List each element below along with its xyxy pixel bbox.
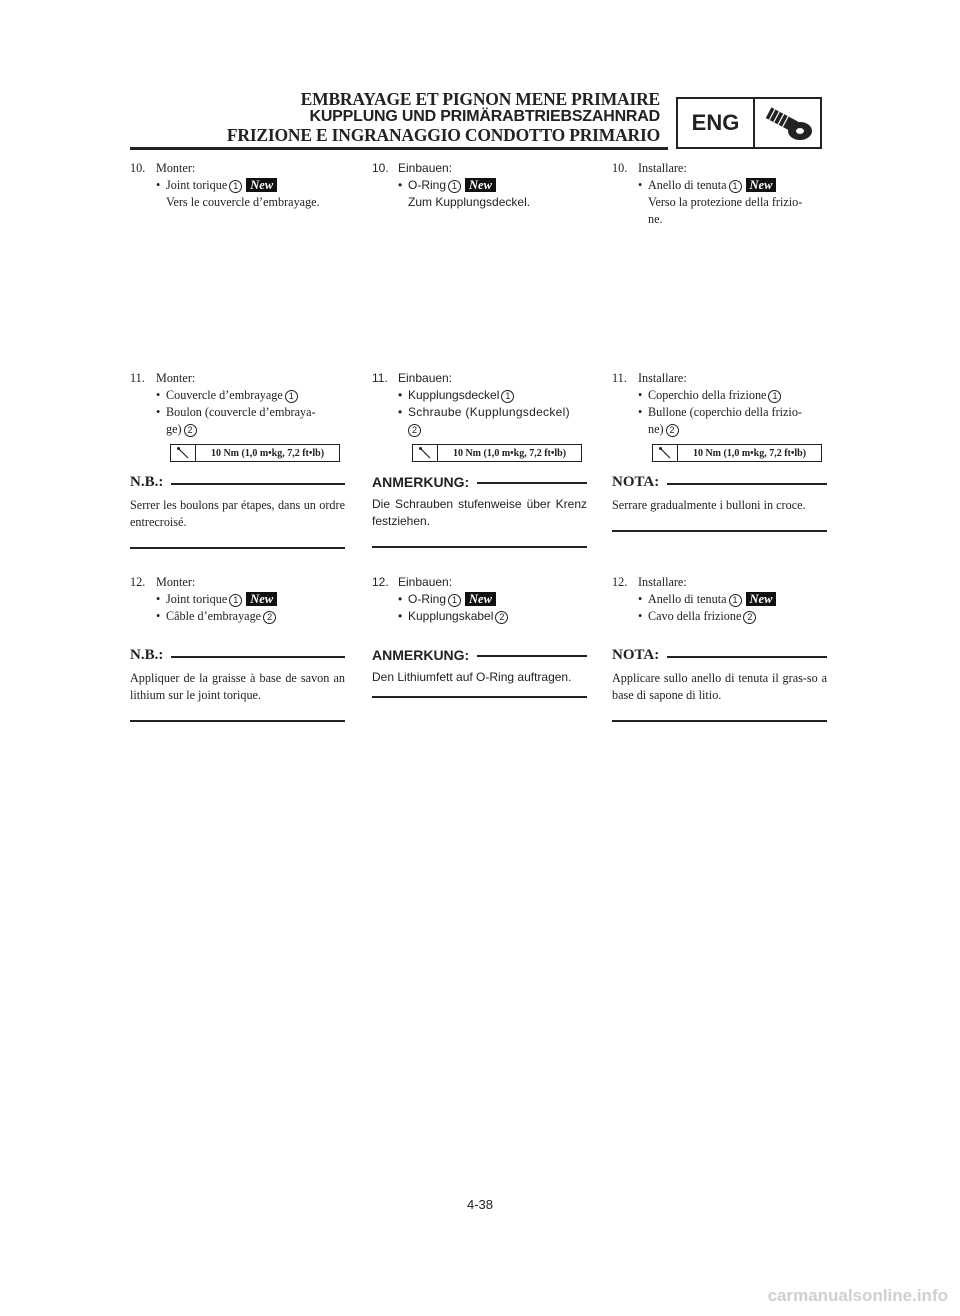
step-item: Kupplungsdeckel — [408, 388, 500, 402]
note-divider — [612, 530, 827, 532]
callout-1-icon: 1 — [768, 390, 781, 403]
step-verb: Installare: — [638, 161, 687, 175]
bullet-icon: • — [156, 405, 161, 419]
step-item: Coperchio della frizione — [648, 388, 767, 402]
note-divider — [130, 547, 345, 549]
callout-1-icon: 1 — [729, 180, 742, 193]
bullet-icon: • — [638, 592, 643, 606]
bullet-icon: • — [638, 609, 643, 623]
torque-wrench-icon — [653, 445, 678, 461]
step-item: Joint torique — [166, 178, 228, 192]
section-label: ENG — [678, 99, 755, 147]
step-item: Anello di tenuta — [648, 178, 727, 192]
fr-step-12 — [130, 574, 345, 625]
note-body: Serrer les boulons par étapes, dans un ordre entrecroisé. — [130, 498, 345, 529]
step-verb: Einbauen: — [398, 161, 453, 175]
callout-2-icon: 2 — [408, 424, 421, 437]
bullet-icon: • — [398, 609, 403, 623]
step-verb: Installare: — [638, 575, 687, 589]
de-note-2 — [372, 647, 587, 698]
bullet-icon: • — [156, 178, 161, 192]
it-step-10 — [612, 160, 827, 228]
step-item-detail: Verso la protezione della frizio- — [648, 195, 803, 209]
note-body: Serrare gradualmente i bulloni in croce. — [612, 498, 806, 512]
header-title-fr: EMBRAYAGE ET PIGNON MENE PRIMAIRE — [300, 89, 660, 109]
page-number: 4-38 — [466, 1197, 494, 1212]
callout-1-icon: 1 — [501, 390, 514, 403]
bullet-icon: • — [398, 405, 403, 419]
new-part-icon: New — [465, 592, 496, 606]
torque-value: 10 Nm (1,0 m•kg, 7,2 ft•lb) — [692, 447, 807, 459]
fr-note-1 — [130, 474, 345, 549]
torque-wrench-icon — [413, 445, 438, 461]
step-number: 12. — [372, 575, 389, 589]
callout-2-icon: 2 — [184, 424, 197, 437]
step-verb: Monter: — [156, 161, 196, 175]
it-note-1 — [612, 474, 827, 532]
callout-2-icon: 2 — [495, 611, 508, 624]
note-label: N.B.: — [130, 474, 164, 490]
header-title-it: FRIZIONE E INGRANAGGIO CONDOTTO PRIMARIO — [226, 125, 660, 145]
step-verb: Einbauen: — [398, 575, 453, 589]
callout-2-icon: 2 — [263, 611, 276, 624]
step-number: 12. — [130, 575, 146, 589]
step-number: 10. — [612, 161, 628, 175]
torque-wrench-icon — [171, 445, 196, 461]
bullet-icon: • — [638, 405, 643, 419]
de-step-10 — [372, 160, 587, 211]
callout-1-icon: 1 — [448, 180, 461, 193]
note-label: N.B.: — [130, 647, 164, 663]
callout-1-icon: 1 — [285, 390, 298, 403]
torque-value: 10 Nm (1,0 m•kg, 7,2 ft•lb) — [210, 447, 325, 459]
de-step-12 — [372, 574, 587, 625]
step-item: ne) — [648, 422, 664, 436]
new-part-icon: New — [246, 592, 277, 606]
it-step-11 — [612, 370, 827, 462]
header-title-de: KUPPLUNG UND PRIMÄRABTRIEBSZAHNRAD — [309, 108, 660, 125]
step-number: 11. — [372, 371, 388, 385]
step-verb: Monter: — [156, 575, 196, 589]
note-label: NOTA: — [612, 647, 660, 663]
note-label: ANMERKUNG: — [372, 647, 470, 663]
torque-spec — [170, 444, 340, 462]
callout-1-icon: 1 — [229, 594, 242, 607]
torque-spec — [412, 444, 582, 462]
step-verb: Installare: — [638, 371, 687, 385]
step-item: Couvercle d’embrayage — [166, 388, 283, 402]
torque-spec — [652, 444, 822, 462]
note-label: NOTA: — [612, 474, 660, 490]
header-rule — [130, 147, 668, 150]
step-item: Joint torique — [166, 592, 228, 606]
step-item: Bullone (coperchio della frizio- — [648, 405, 802, 419]
step-item-detail: Vers le couvercle d’embrayage. — [166, 195, 320, 209]
step-number: 10. — [372, 161, 389, 175]
new-part-icon: New — [465, 178, 496, 192]
new-part-icon: New — [746, 178, 777, 192]
callout-2-icon: 2 — [743, 611, 756, 624]
bullet-icon: • — [638, 388, 643, 402]
step-item: Cavo della frizione — [648, 609, 742, 623]
step-number: 11. — [612, 371, 627, 385]
step-item: Boulon (couvercle d’embraya- — [166, 405, 316, 419]
bullet-icon: • — [156, 388, 161, 402]
new-part-icon: New — [746, 592, 777, 606]
step-item: Anello di tenuta — [648, 592, 727, 606]
watermark: carmanualsonline.info — [767, 1286, 948, 1305]
de-note-1 — [372, 474, 587, 548]
step-item: O-Ring — [408, 592, 447, 606]
engine-gear-icon — [755, 99, 820, 147]
note-body: Die Schrauben stufenweise über Krenz festziehen. — [372, 497, 587, 528]
bullet-icon: • — [398, 388, 403, 402]
step-item: O-Ring — [408, 178, 447, 192]
section-badge — [676, 97, 822, 149]
bullet-icon: • — [638, 178, 643, 192]
step-verb: Einbauen: — [398, 371, 453, 385]
it-note-2 — [612, 647, 827, 722]
step-item: Câble d’embrayage — [166, 609, 262, 623]
note-divider — [612, 720, 827, 722]
note-body: Applicare sullo anello di tenuta il gras-so a base di sapone di litio. — [612, 671, 827, 702]
fr-step-11 — [130, 370, 345, 462]
note-divider — [372, 546, 587, 548]
step-item: Schraube (Kupplungsdeckel) — [408, 405, 570, 419]
step-item-detail: ne. — [648, 212, 663, 226]
callout-2-icon: 2 — [666, 424, 679, 437]
step-verb: Monter: — [156, 371, 196, 385]
bullet-icon: • — [398, 178, 403, 192]
callout-1-icon: 1 — [729, 594, 742, 607]
step-number: 11. — [130, 371, 145, 385]
it-step-12 — [612, 574, 827, 625]
note-divider — [372, 696, 587, 698]
bullet-icon: • — [398, 592, 403, 606]
step-number: 12. — [612, 575, 628, 589]
bullet-icon: • — [156, 592, 161, 606]
new-part-icon: New — [246, 178, 277, 192]
page-header-titles — [100, 90, 660, 144]
callout-1-icon: 1 — [229, 180, 242, 193]
step-item: ge) — [166, 422, 182, 436]
de-step-11 — [372, 370, 587, 462]
fr-step-10 — [130, 160, 345, 211]
step-item: Kupplungskabel — [408, 609, 494, 623]
callout-1-icon: 1 — [448, 594, 461, 607]
bullet-icon: • — [156, 609, 161, 623]
fr-note-2 — [130, 647, 345, 722]
note-body: Appliquer de la graisse à base de savon an lithium sur le joint torique. — [130, 671, 345, 702]
torque-value: 10 Nm (1,0 m•kg, 7,2 ft•lb) — [452, 447, 567, 459]
step-number: 10. — [130, 161, 146, 175]
step-item-detail: Zum Kupplungsdeckel. — [408, 195, 531, 209]
note-divider — [130, 720, 345, 722]
note-body: Den Lithiumfett auf O-Ring auftragen. — [372, 670, 572, 684]
note-label: ANMERKUNG: — [372, 474, 470, 490]
